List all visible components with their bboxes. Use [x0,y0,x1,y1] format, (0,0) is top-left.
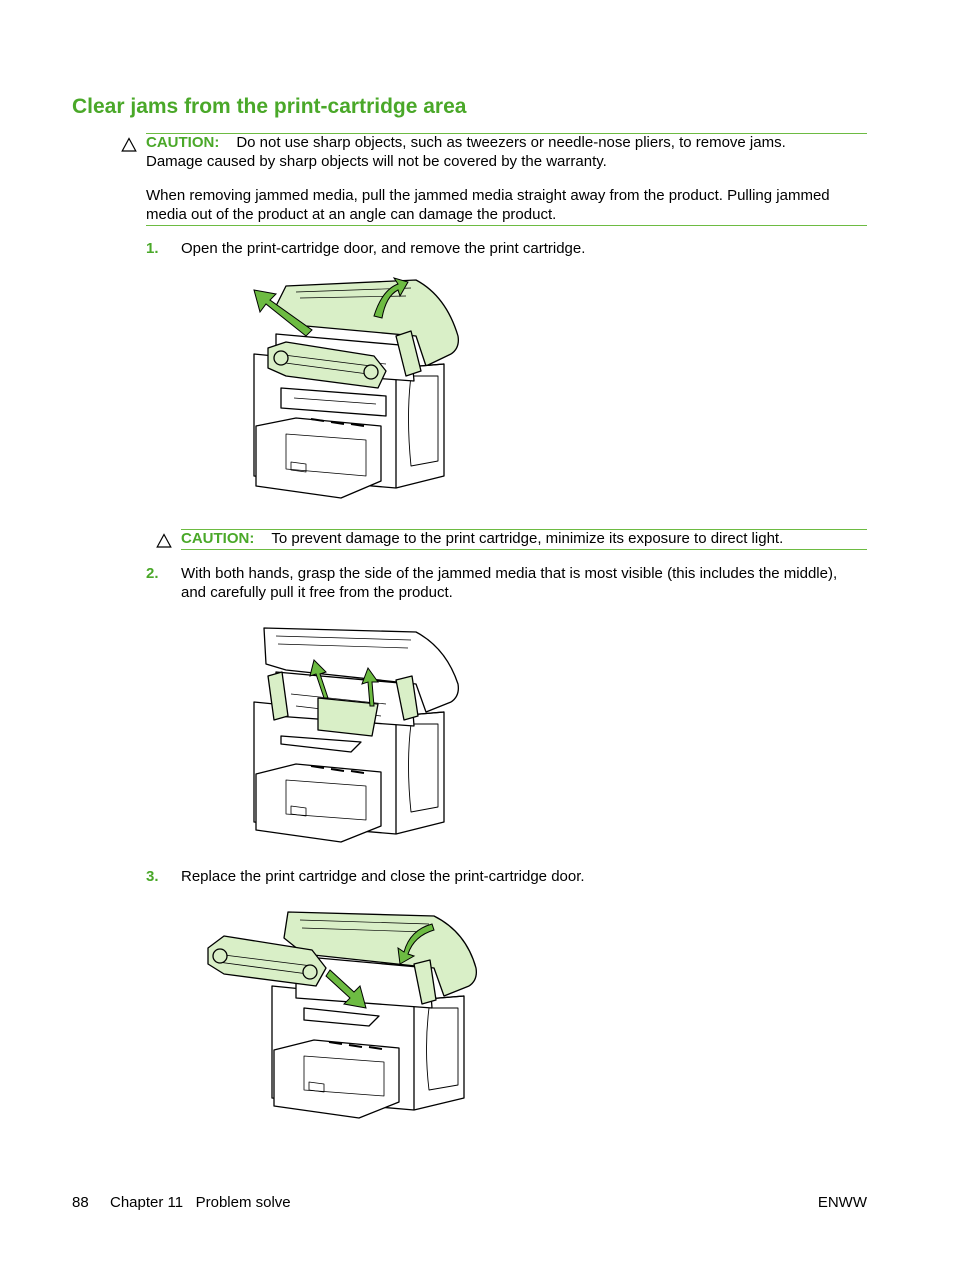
caution1-block [146,133,868,171]
footer-page-number: 88 [72,1194,89,1211]
step2-line2: and carefully pull it free from the product. [181,584,453,601]
caution2-bottom-rule [181,549,867,550]
caution1-text-line1: Do not use sharp objects, such as tweezers or needle-nose pliers, to remove jams. [236,134,786,151]
note-line1: When removing jammed media, pull the jammed media straight away from the product. Pulling jammed [146,187,830,204]
note-line2: media out of the product at an angle can damage the product. [146,206,557,223]
caution2-text: To prevent damage to the print cartridge, minimize its exposure to direct light. [271,530,784,547]
step2-text [181,564,871,602]
footer-chapter: Chapter 11 Problem solve [110,1194,291,1211]
footer-right: ENWW [817,1194,867,1211]
caution2-label: CAUTION: [181,530,255,547]
step1-text: Open the print-cartridge door, and remove the print cartridge. [181,240,586,257]
caution-triangle-icon [121,137,137,153]
caution2-block [181,529,783,548]
step2-line1: With both hands, grasp the side of the jammed media that is most visible (this includes the middle), [181,565,838,582]
step3-number: 3. [146,868,159,885]
caution1-text-line2: Damage caused by sharp objects will not be covered by the warranty. [146,153,607,170]
page-title: Clear jams from the print-cartridge area [72,95,467,118]
note-bottom-rule [146,225,867,226]
printer-illustration-remove-cartridge [246,276,466,500]
step1-number: 1. [146,240,159,257]
printer-illustration-pull-media [246,624,466,844]
note-paragraph [146,186,868,224]
caution1-label: CAUTION: [146,134,220,151]
step2-number: 2. [146,565,159,582]
step3-text: Replace the print cartridge and close the print-cartridge door. [181,868,585,885]
printer-illustration-replace-cartridge [204,908,486,1122]
caution-triangle-icon [156,533,172,549]
